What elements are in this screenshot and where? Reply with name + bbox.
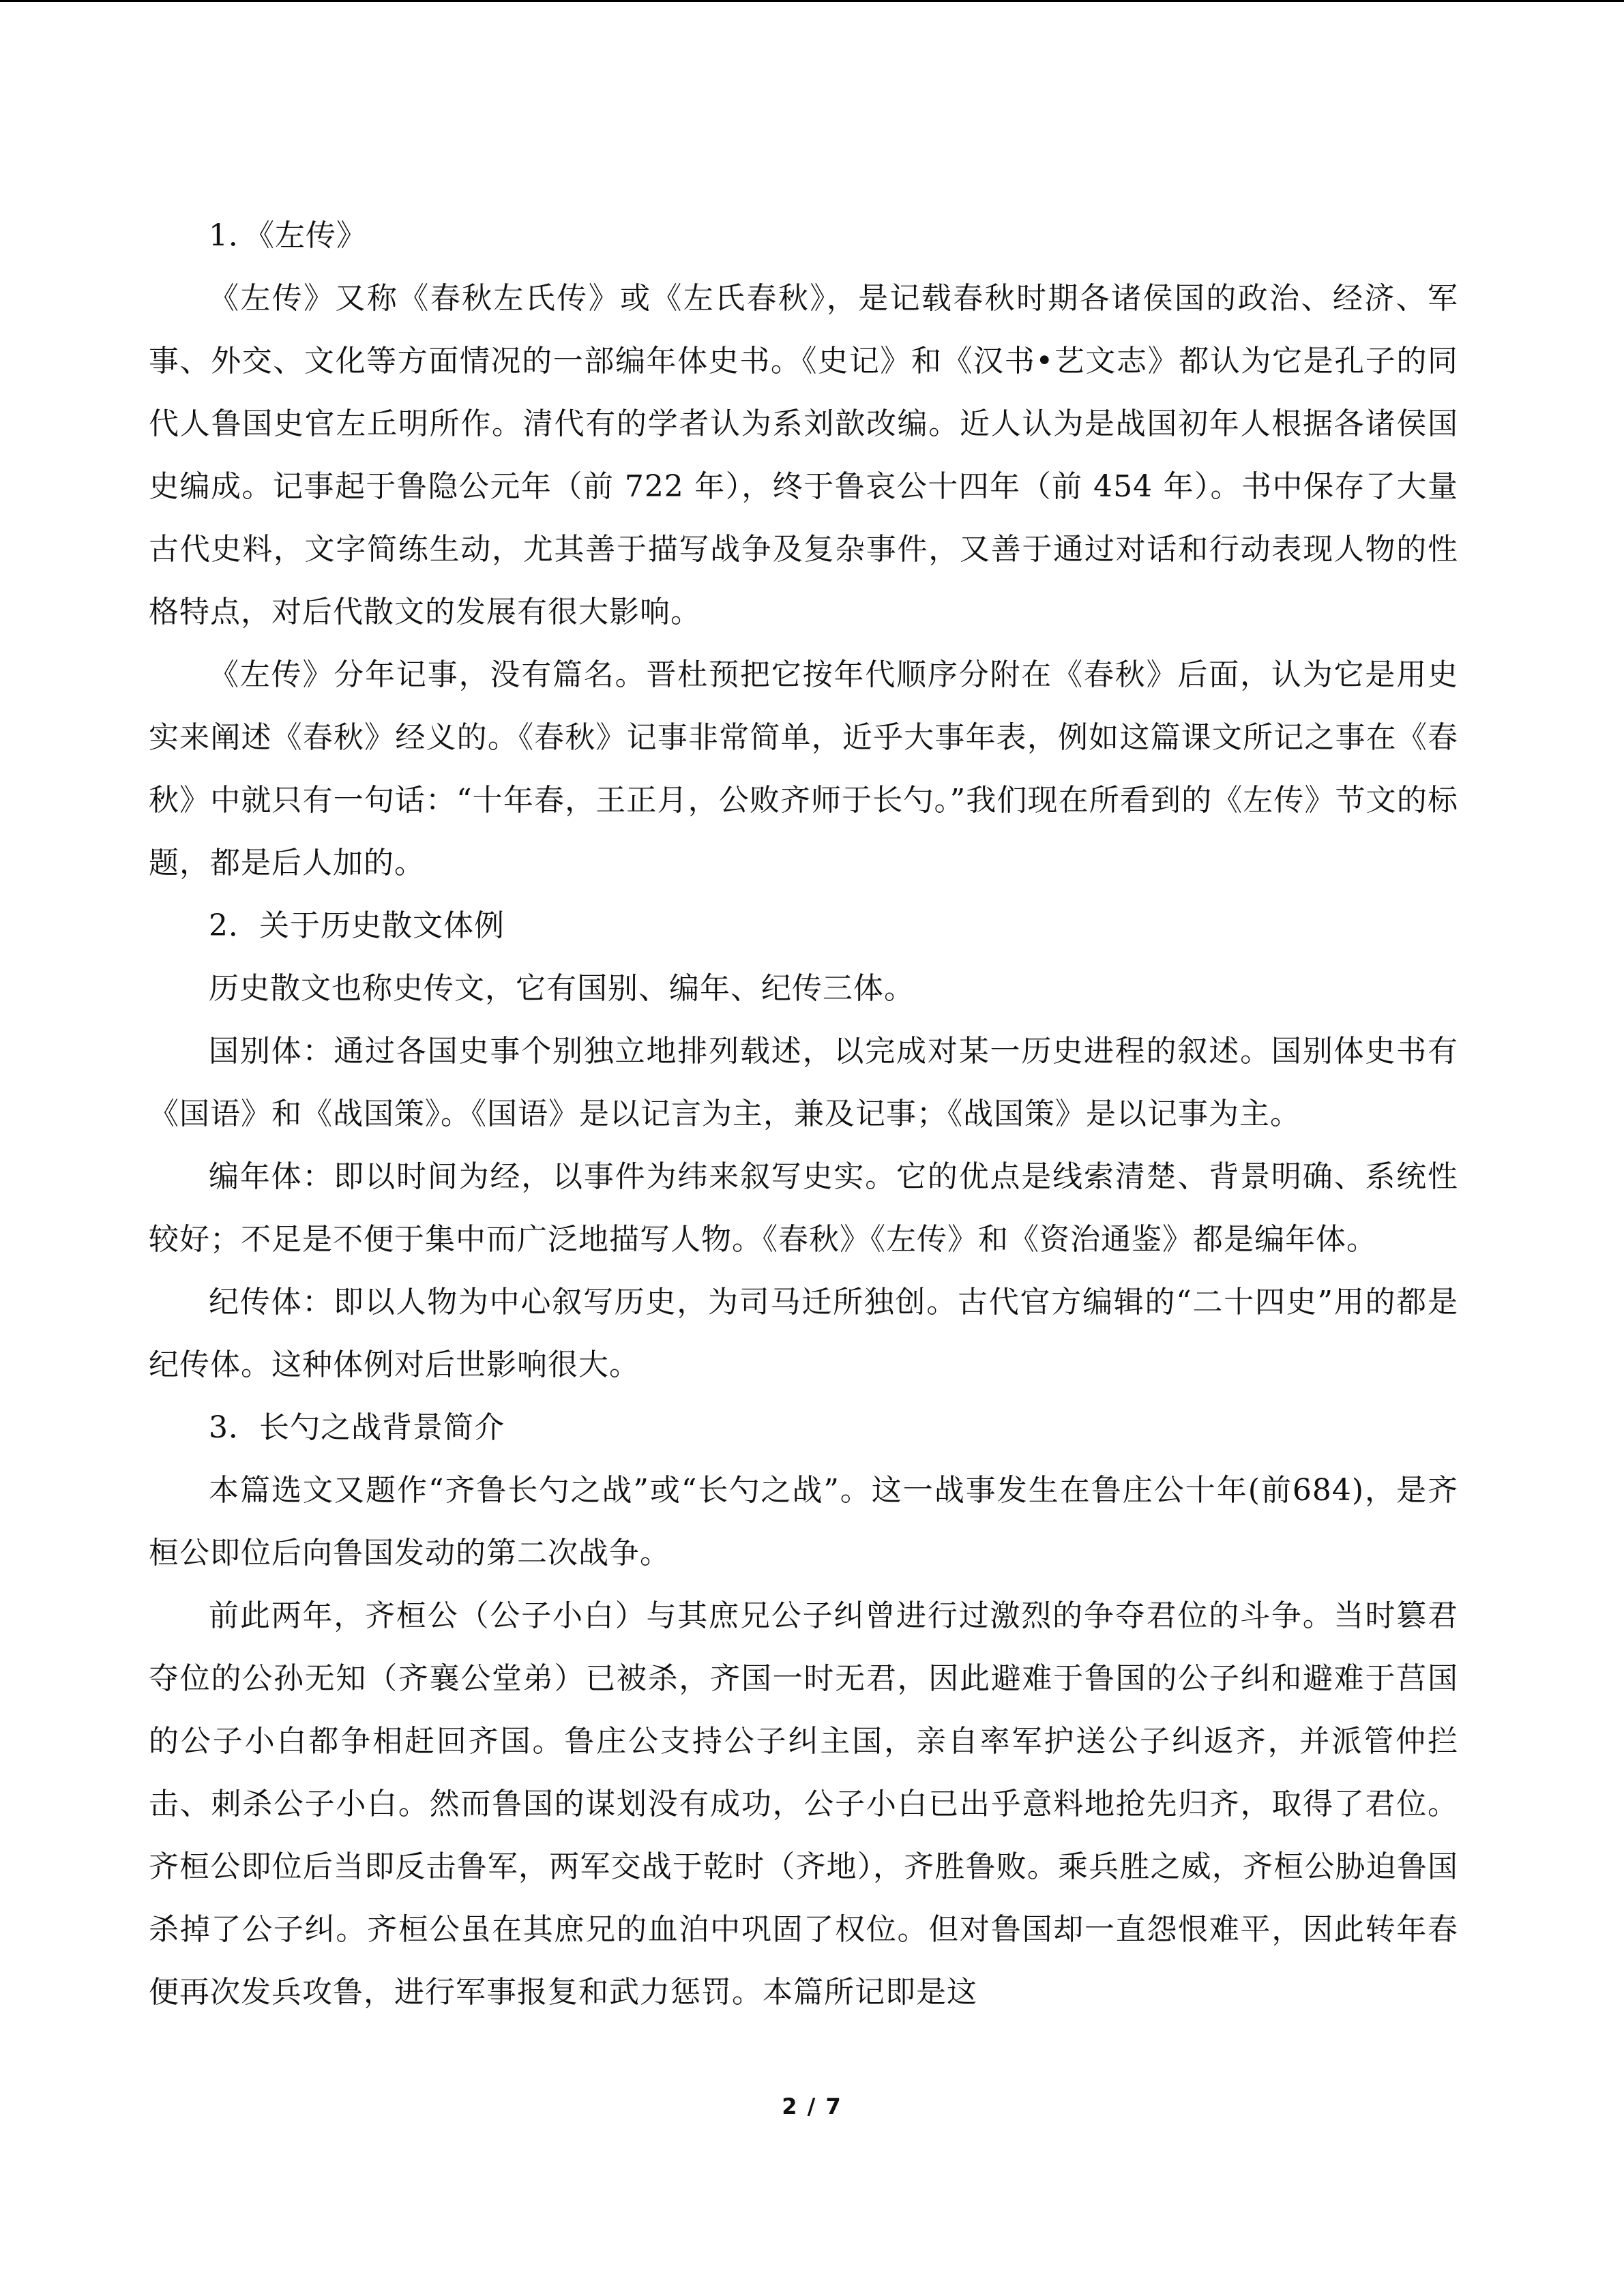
paragraph-jizhuan-style: 纪传体：即以人物为中心叙写历史，为司马迁所独创。古代官方编辑的“二十四史”用的都是纪传体。这种体例对后世影响很大。 (149, 1285, 1458, 1382)
section-heading-changshao-background: 3．长勺之战背景简介 (209, 1410, 505, 1445)
paragraph-changshao-history: 前此两年，齐桓公（公子小白）与其庶兄公子纠曾进行过激烈的争夺君位的斗争。当时篡君夺位的公孙无知（齐襄公堂弟）已被杀，齐国一时无君，因此避难于鲁国的公子纠和避难于莒国的公子小白都争相赶回齐国。鲁庄公支持公子纠主国，亲自率军护送公子纠返齐，并派管仲拦击、刺杀公子小白。然而鲁国的谋划没有成功，公子小白已出乎意料地抢先归齐，取得了君位。齐桓公即位后当即反击鲁军，两军交战于乾时（齐地），齐胜鲁败。乘兵胜之威，齐桓公胁迫鲁国杀掉了公子纠。齐桓公虽在其庶兄的血泊中巩固了权位。但对鲁国却一直怨恨难平，因此转年春便再次发兵攻鲁，进行军事报复和武力惩罚。本篇所记即是这 (149, 1598, 1458, 2010)
page-top-border (0, 0, 1624, 2)
paragraph-changshao-intro: 本篇选文又题作“齐鲁长勺之战”或“长勺之战”。这一战事发生在鲁庄公十年(前684)，是齐桓公即位后向鲁国发动的第二次战争。 (149, 1473, 1458, 1570)
paragraph-zuozhuan-structure: 《左传》分年记事，没有篇名。晋杜预把它按年代顺序分附在《春秋》后面，认为它是用史实来阐述《春秋》经义的。《春秋》记事非常简单，近乎大事年表，例如这篇课文所记之事在《春秋》中就只有一句话：“十年春，王正月，公败齐师于长勺。”我们现在所看到的《左传》节文的标题，都是后人加的。 (149, 657, 1458, 880)
paragraph-guobie-style: 国别体：通过各国史事个别独立地排列载述，以完成对某一历史进程的叙述。国别体史书有《国语》和《战国策》。《国语》是以记言为主，兼及记事；《战国策》是以记事为主。 (149, 1034, 1458, 1131)
page-number: 2 / 7 (782, 2093, 842, 2119)
paragraph-biannian-style: 编年体：即以时间为经，以事件为纬来叙写史实。它的优点是线索清楚、背景明确、系统性较好；不足是不便于集中而广泛地描写人物。《春秋》《左传》和《资治通鉴》都是编年体。 (149, 1159, 1458, 1257)
document-body (149, 205, 1458, 2024)
paragraph-zuozhuan-intro: 《左传》又称《春秋左氏传》或《左氏春秋》，是记载春秋时期各诸侯国的政治、经济、军事、外交、文化等方面情况的一部编年体史书。《史记》和《汉书•艺文志》都认为它是孔子的同代人鲁国史官左丘明所作。清代有的学者认为系刘歆改编。近人认为是战国初年人根据各诸侯国史编成。记事起于鲁隐公元年（前 722 年），终于鲁哀公十四年（前 454 年）。书中保存了大量古代史料，文字简练生动，尤其善于描写战争及复杂事件，又善于通过对话和行动表现人物的性格特点，对后代散文的发展有很大影响。 (149, 281, 1458, 629)
paragraph-three-styles: 历史散文也称史传文，它有国别、编年、纪传三体。 (209, 971, 915, 1006)
section-heading-historical-prose: 2．关于历史散文体例 (209, 908, 505, 943)
section-heading-zuozhuan: 1．《左传》 (209, 218, 367, 253)
